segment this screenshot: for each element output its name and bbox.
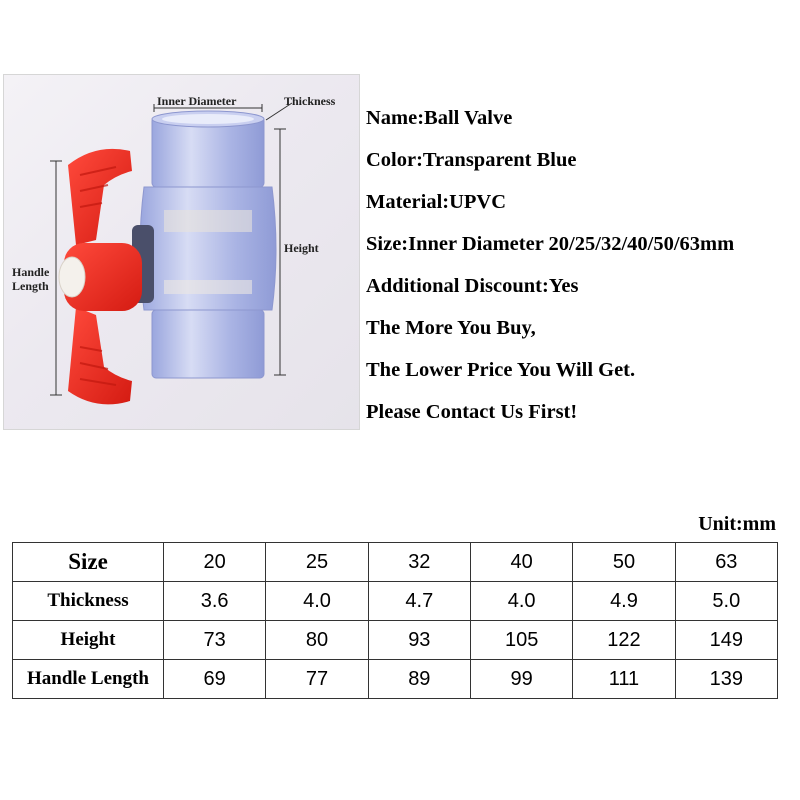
table-cell: 50	[573, 543, 675, 582]
table-cell: 32	[368, 543, 470, 582]
handle-length-label: Handle Length	[12, 265, 50, 293]
table-cell: 149	[675, 621, 777, 660]
row-header: Height	[13, 621, 164, 660]
promo-line-1: The More You Buy,	[366, 317, 536, 339]
row-header: Handle Length	[13, 660, 164, 699]
unit-label: Unit:mm	[698, 513, 776, 535]
product-specs	[366, 97, 734, 433]
spec-discount: Additional Discount:Yes	[366, 275, 579, 297]
height-label: Height	[284, 241, 319, 255]
table-cell: 77	[266, 660, 368, 699]
row-header: Thickness	[13, 582, 164, 621]
table-row	[13, 621, 778, 660]
thickness-label: Thickness	[284, 94, 336, 108]
size-table	[12, 542, 778, 699]
table-cell: 3.6	[164, 582, 266, 621]
table-cell: 4.0	[470, 582, 572, 621]
table-cell: 5.0	[675, 582, 777, 621]
table-cell: 111	[573, 660, 675, 699]
promo-line-3: Please Contact Us First!	[366, 401, 578, 423]
table-cell: 122	[573, 621, 675, 660]
table-cell: 105	[470, 621, 572, 660]
table-cell: 20	[164, 543, 266, 582]
spec-color: Color:Transparent Blue	[366, 149, 577, 171]
inner-diameter-label: Inner Diameter	[157, 94, 237, 108]
table-cell: 25	[266, 543, 368, 582]
table-cell: 40	[470, 543, 572, 582]
spec-name: Name:Ball Valve	[366, 107, 513, 129]
table-cell: 4.9	[573, 582, 675, 621]
table-cell: 4.7	[368, 582, 470, 621]
table-cell: 69	[164, 660, 266, 699]
table-cell: 139	[675, 660, 777, 699]
red-handle	[59, 149, 142, 404]
table-cell: 73	[164, 621, 266, 660]
promo-line-2: The Lower Price You Will Get.	[366, 359, 636, 381]
table-row	[13, 582, 778, 621]
valve-body	[132, 111, 276, 378]
table-cell: 63	[675, 543, 777, 582]
spec-size: Size:Inner Diameter 20/25/32/40/50/63mm	[366, 233, 735, 255]
table-cell: 93	[368, 621, 470, 660]
spec-material: Material:UPVC	[366, 191, 507, 213]
table-cell: 4.0	[266, 582, 368, 621]
table-cell: 99	[470, 660, 572, 699]
table-cell: 80	[266, 621, 368, 660]
table-row	[13, 543, 778, 582]
table-row	[13, 660, 778, 699]
product-photo	[3, 74, 360, 430]
table-cell: 89	[368, 660, 470, 699]
row-header: Size	[13, 543, 164, 582]
